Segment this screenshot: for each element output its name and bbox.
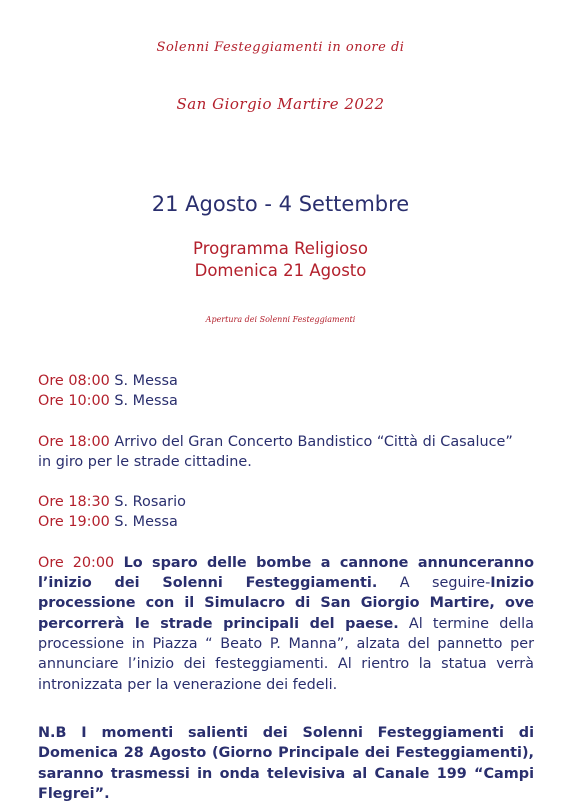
schedule-item bbox=[38, 512, 534, 532]
opening-heading: Apertura dei Solenni Festeggiamenti bbox=[205, 315, 356, 324]
schedule-text: Arrivo del Gran Concerto Bandistico “Città di Casaluce” bbox=[109, 433, 513, 450]
event-dates: 21 Agosto - 4 Settembre bbox=[151, 192, 410, 216]
schedule-time: Ore 20:00 bbox=[38, 554, 115, 571]
schedule-time: Ore 18:00 bbox=[38, 433, 110, 450]
schedule-group-morning bbox=[38, 371, 534, 412]
broadcast-note: N.B I momenti salienti dei Solenni Festeggiamenti di Domenica 28 Agosto (Giorno Principale dei Festeggiamenti), saranno trasmessi in onda televisiva al Canale 199 “Campi Flegrei”. bbox=[38, 725, 534, 802]
schedule-item bbox=[38, 371, 534, 391]
schedule-item bbox=[38, 432, 534, 452]
schedule-time: Ore 19:00 bbox=[38, 514, 110, 531]
procession-bold-1: Lo sparo delle bombe a cannone annunceranno l’inizio dei Solenni Festeggiamenti. bbox=[38, 554, 535, 592]
schedule-group-evening bbox=[38, 492, 534, 533]
schedule-item-procession bbox=[38, 553, 534, 695]
title-line-2: San Giorgio Martire 2022 bbox=[176, 95, 385, 113]
schedule-list bbox=[38, 371, 534, 695]
schedule-text: S. Messa bbox=[109, 373, 178, 389]
schedule-text: S. Rosario bbox=[109, 494, 186, 511]
schedule-item bbox=[38, 492, 534, 512]
schedule-group-band bbox=[38, 432, 534, 473]
schedule-time: Ore 10:00 bbox=[38, 393, 110, 410]
schedule-text: S. Messa bbox=[109, 514, 178, 531]
procession-plain-2: Al termine della processione in Piazza “ Beato P. Manna”, alzata del pannetto per annunciare l’inizio dei festeggiamenti. Al rientro la statua verrà intronizzata per la venerazione dei fedeli. bbox=[38, 615, 534, 693]
schedule-time: Ore 08:00 bbox=[38, 373, 110, 389]
schedule-text-continued: in giro per le strade cittadine. bbox=[38, 453, 252, 470]
schedule-item bbox=[38, 391, 534, 411]
schedule-text: S. Messa bbox=[109, 393, 178, 410]
program-day: Domenica 21 Agosto bbox=[194, 261, 367, 280]
procession-bold-2: Inizio processione con il Simulacro di San Giorgio Martire, ove percorrerà le strade principali del paese. bbox=[38, 575, 534, 632]
title-line-1: Solenni Festeggiamenti in onore di bbox=[156, 40, 405, 55]
program-heading bbox=[0, 238, 561, 282]
procession-plain-1: A seguire- bbox=[377, 575, 491, 592]
program-title: Programma Religioso bbox=[193, 239, 368, 258]
schedule-time: Ore 18:30 bbox=[38, 494, 110, 511]
